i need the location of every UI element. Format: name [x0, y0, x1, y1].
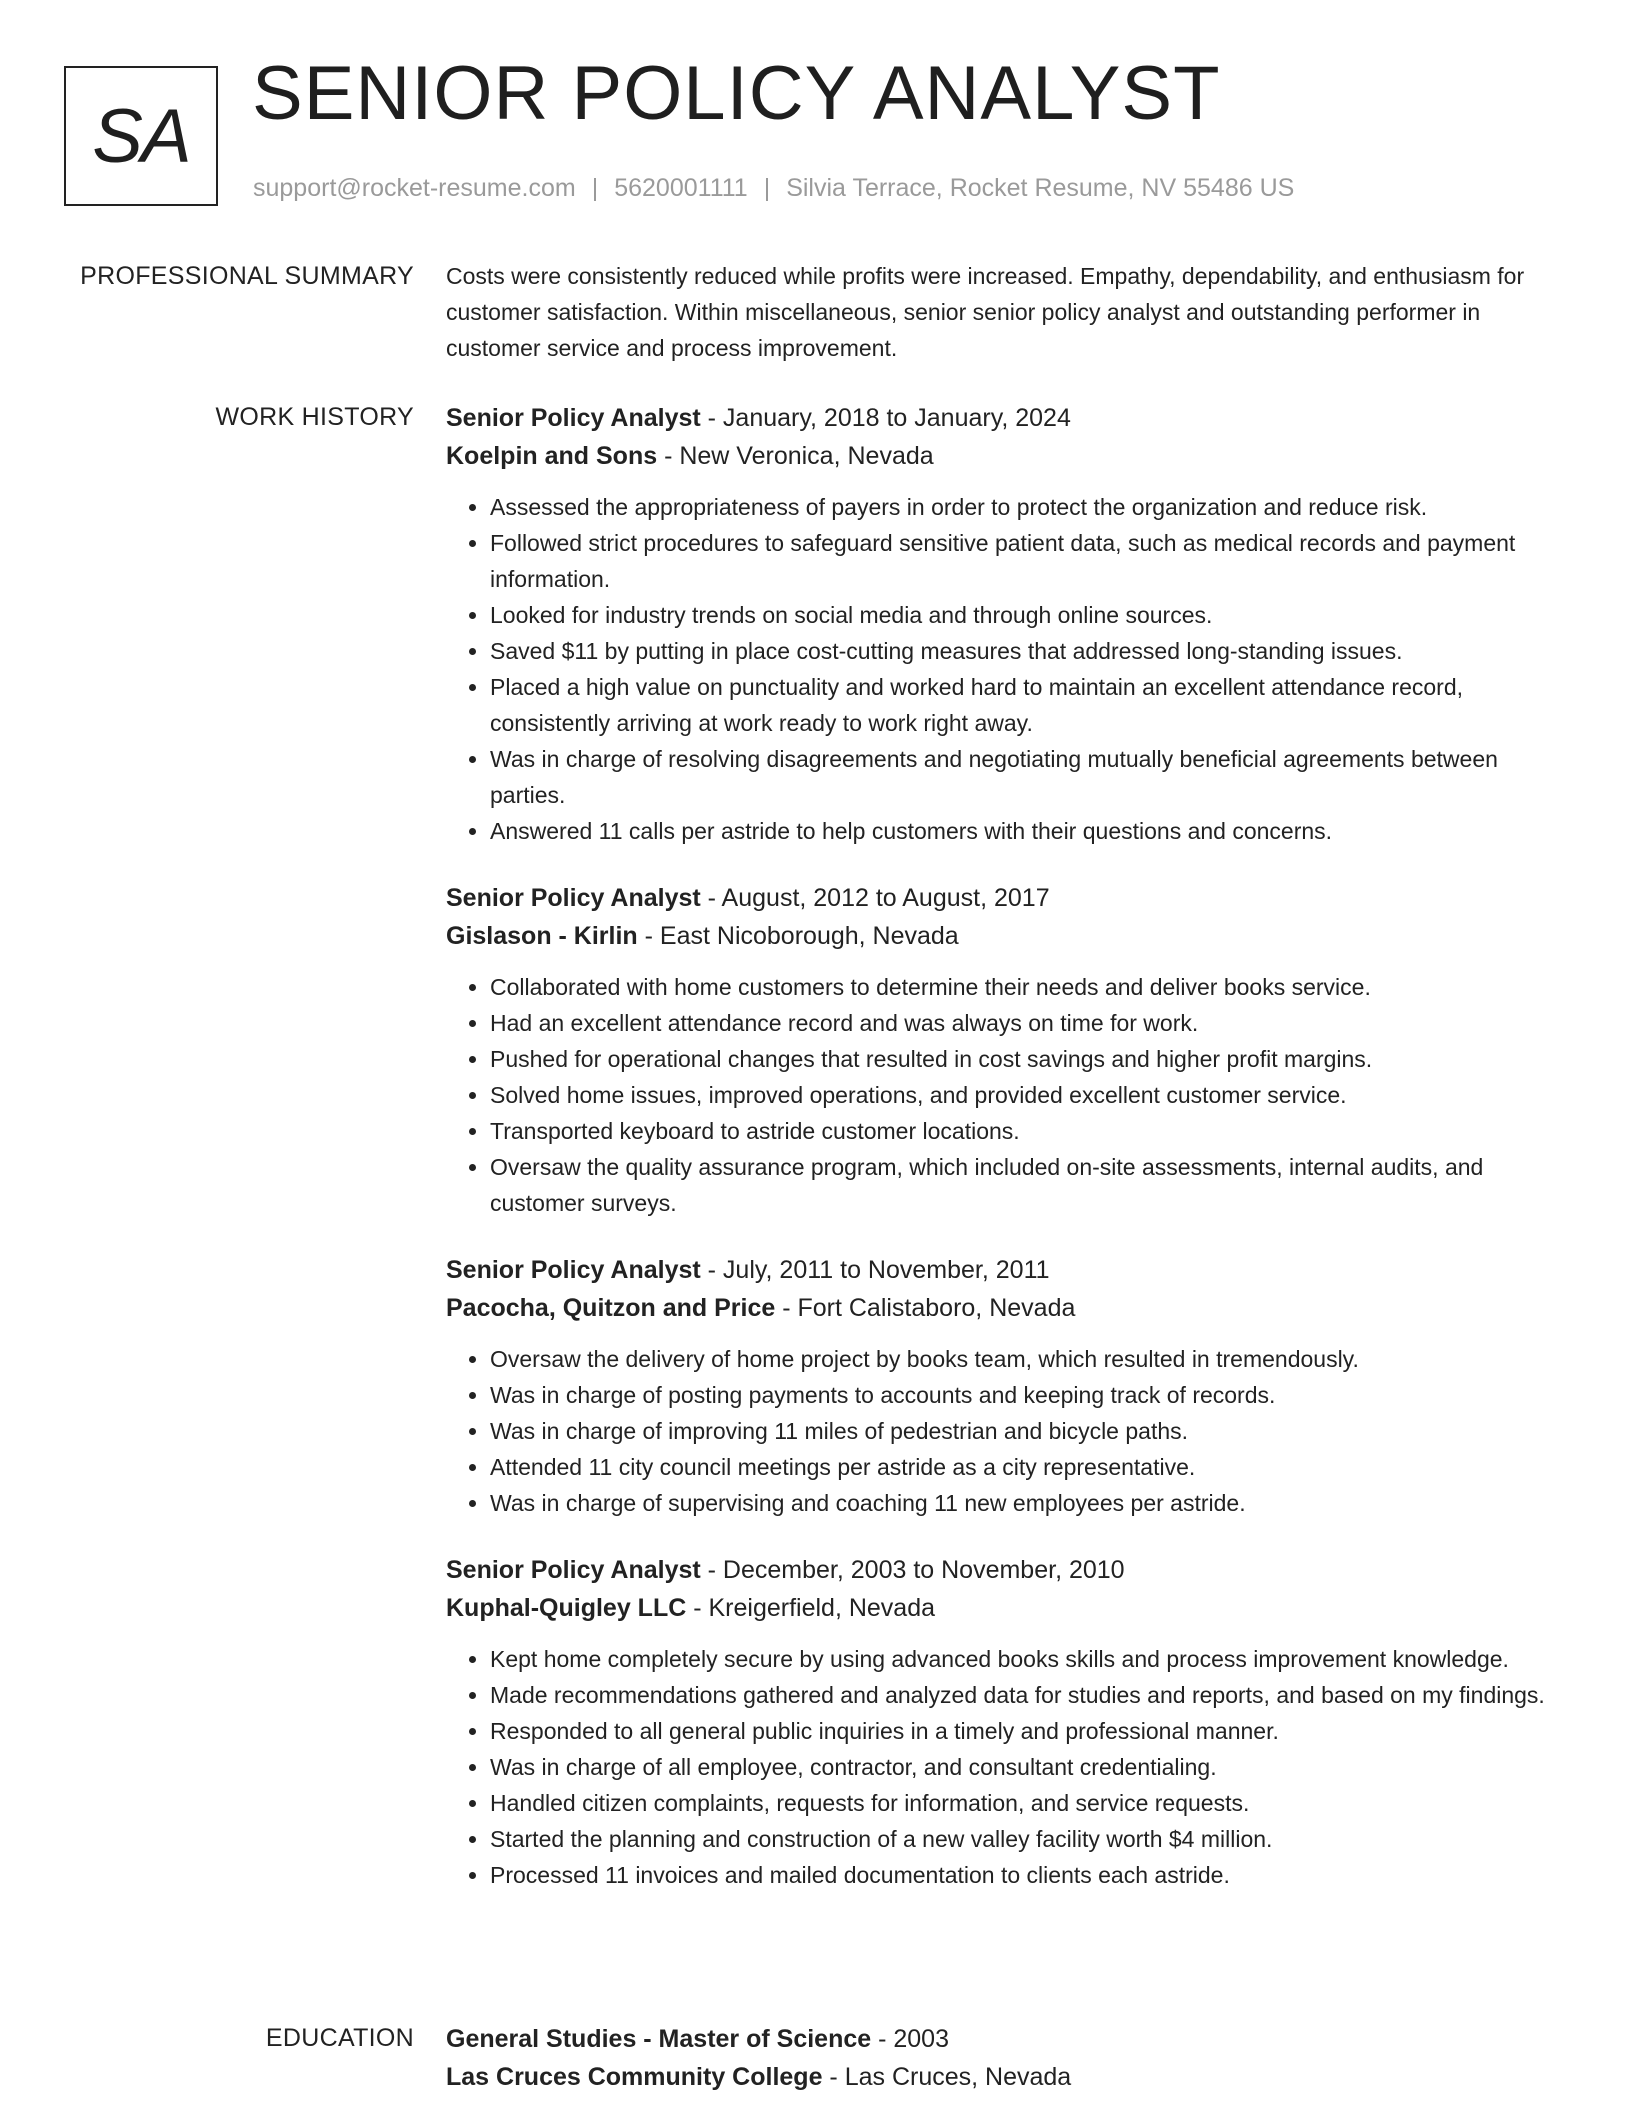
job-bullet: • Made recommendations gathered and analyzed data for studies and reports, and based on my findings.	[490, 1677, 1546, 1713]
job-bullet: • Was in charge of improving 11 miles of pedestrian and bicycle paths.	[490, 1413, 1546, 1449]
job-bullet-list	[446, 969, 1546, 1221]
job-bullet: • Followed strict procedures to safeguard sensitive patient data, such as medical records and payment information.	[490, 525, 1546, 597]
job-location: - East Nicoborough, Nevada	[637, 922, 959, 950]
job-bullet-list	[446, 1641, 1546, 1893]
job-bullet: • Responded to all general public inquiries in a timely and professional manner.	[490, 1713, 1546, 1749]
page-title: SENIOR POLICY ANALYST	[252, 51, 1221, 136]
job-company: Pacocha, Quitzon and Price	[446, 1294, 776, 1322]
job-bullet: • Started the planning and construction of a new valley facility worth $4 million.	[490, 1821, 1546, 1857]
job-bullet: • Pushed for operational changes that resulted in cost savings and higher profit margins.	[490, 1041, 1546, 1077]
job-title-line	[446, 399, 1546, 437]
job-dates: - January, 2018 to January, 2024	[700, 404, 1071, 432]
job-bullet: • Assessed the appropriateness of payers in order to protect the organization and reduce risk.	[490, 489, 1546, 525]
job-title: Senior Policy Analyst	[446, 1256, 701, 1284]
job-bullet: • Transported keyboard to astride customer locations.	[490, 1113, 1546, 1149]
job-company: Koelpin and Sons	[446, 442, 658, 470]
contact-line	[253, 174, 1294, 203]
job-company-line	[446, 1289, 1546, 1327]
education-section	[0, 2020, 1632, 2096]
job-title-line	[446, 1551, 1546, 1589]
job-bullet-list	[446, 1341, 1546, 1521]
summary-section	[0, 258, 1632, 366]
education-school: Las Cruces Community College	[446, 2063, 823, 2091]
job-entry	[446, 879, 1546, 1221]
job-bullet: • Was in charge of supervising and coaching 11 new employees per astride.	[490, 1485, 1546, 1521]
job-entry	[446, 399, 1546, 849]
job-bullet: • Was in charge of resolving disagreements and negotiating mutually beneficial agreements between parties.	[490, 741, 1546, 813]
job-bullet: • Was in charge of posting payments to accounts and keeping track of records.	[490, 1377, 1546, 1413]
education-year: - 2003	[871, 2025, 949, 2053]
monogram-initials: SA	[92, 93, 190, 179]
summary-text: Costs were consistently reduced while profits were increased. Empathy, dependability, and enthusiasm for customer satisfaction. Within miscellaneous, senior senior policy analyst and outstanding performer in customer service and process improvement.	[446, 263, 1525, 361]
job-bullet-list	[446, 489, 1546, 849]
job-entry	[446, 1551, 1546, 1893]
job-dates: - December, 2003 to November, 2010	[700, 1556, 1125, 1584]
job-dates: - August, 2012 to August, 2017	[700, 884, 1050, 912]
job-bullet: • Collaborated with home customers to determine their needs and deliver books service.	[490, 969, 1546, 1005]
education-location: - Las Cruces, Nevada	[822, 2063, 1072, 2091]
job-bullet: • Looked for industry trends on social media and through online sources.	[490, 597, 1546, 633]
education-school-line	[446, 2058, 1546, 2096]
job-title-line	[446, 1251, 1546, 1289]
contact-separator: |	[763, 174, 771, 202]
education-degree-line	[446, 2020, 1546, 2058]
job-company-line	[446, 1589, 1546, 1627]
contact-phone: 5620001111	[614, 174, 748, 202]
job-bullet: • Oversaw the quality assurance program, which included on-site assessments, internal audits, and customer surveys.	[490, 1149, 1546, 1221]
job-bullet: • Placed a high value on punctuality and worked hard to maintain an excellent attendance record, consistently arriving at work ready to work right away.	[490, 669, 1546, 741]
job-bullet: • Solved home issues, improved operations, and provided excellent customer service.	[490, 1077, 1546, 1113]
summary-body	[446, 258, 1546, 366]
job-bullet: • Answered 11 calls per astride to help customers with their questions and concerns.	[490, 813, 1546, 849]
job-bullet: • Oversaw the delivery of home project by books team, which resulted in tremendously.	[490, 1341, 1546, 1377]
job-bullet: • Had an excellent attendance record and was always on time for work.	[490, 1005, 1546, 1041]
job-location: - New Veronica, Nevada	[657, 442, 934, 470]
section-label-summary: PROFESSIONAL SUMMARY	[80, 262, 414, 290]
job-bullet: • Attended 11 city council meetings per astride as a city representative.	[490, 1449, 1546, 1485]
education-body	[446, 2020, 1546, 2096]
job-company-line	[446, 437, 1546, 475]
job-company-line	[446, 917, 1546, 955]
section-label-education: EDUCATION	[265, 2024, 414, 2052]
job-title: Senior Policy Analyst	[446, 1556, 701, 1584]
job-bullet: • Handled citizen complaints, requests for information, and service requests.	[490, 1785, 1546, 1821]
contact-address: Silvia Terrace, Rocket Resume, NV 55486 US	[786, 174, 1295, 202]
job-bullet: • Processed 11 invoices and mailed documentation to clients each astride.	[490, 1857, 1546, 1893]
job-entry	[446, 1251, 1546, 1521]
job-title: Senior Policy Analyst	[446, 884, 701, 912]
job-title-line	[446, 879, 1546, 917]
job-company: Kuphal-Quigley LLC	[446, 1594, 687, 1622]
job-company: Gislason - Kirlin	[446, 922, 638, 950]
job-bullet: • Saved $11 by putting in place cost-cutting measures that addressed long-standing issues.	[490, 633, 1546, 669]
monogram-box	[64, 66, 218, 206]
work-history-body	[446, 399, 1546, 1923]
work-history-section	[0, 399, 1632, 1923]
education-degree: General Studies - Master of Science	[446, 2025, 872, 2053]
job-location: - Kreigerfield, Nevada	[686, 1594, 936, 1622]
job-dates: - July, 2011 to November, 2011	[700, 1256, 1050, 1284]
job-title: Senior Policy Analyst	[446, 404, 701, 432]
contact-email: support@rocket-resume.com	[253, 174, 576, 202]
section-label-work-history: WORK HISTORY	[215, 403, 414, 431]
job-bullet: • Kept home completely secure by using advanced books skills and process improvement knowledge.	[490, 1641, 1546, 1677]
contact-separator: |	[591, 174, 599, 202]
job-location: - Fort Calistaboro, Nevada	[775, 1294, 1076, 1322]
job-bullet: • Was in charge of all employee, contractor, and consultant credentialing.	[490, 1749, 1546, 1785]
